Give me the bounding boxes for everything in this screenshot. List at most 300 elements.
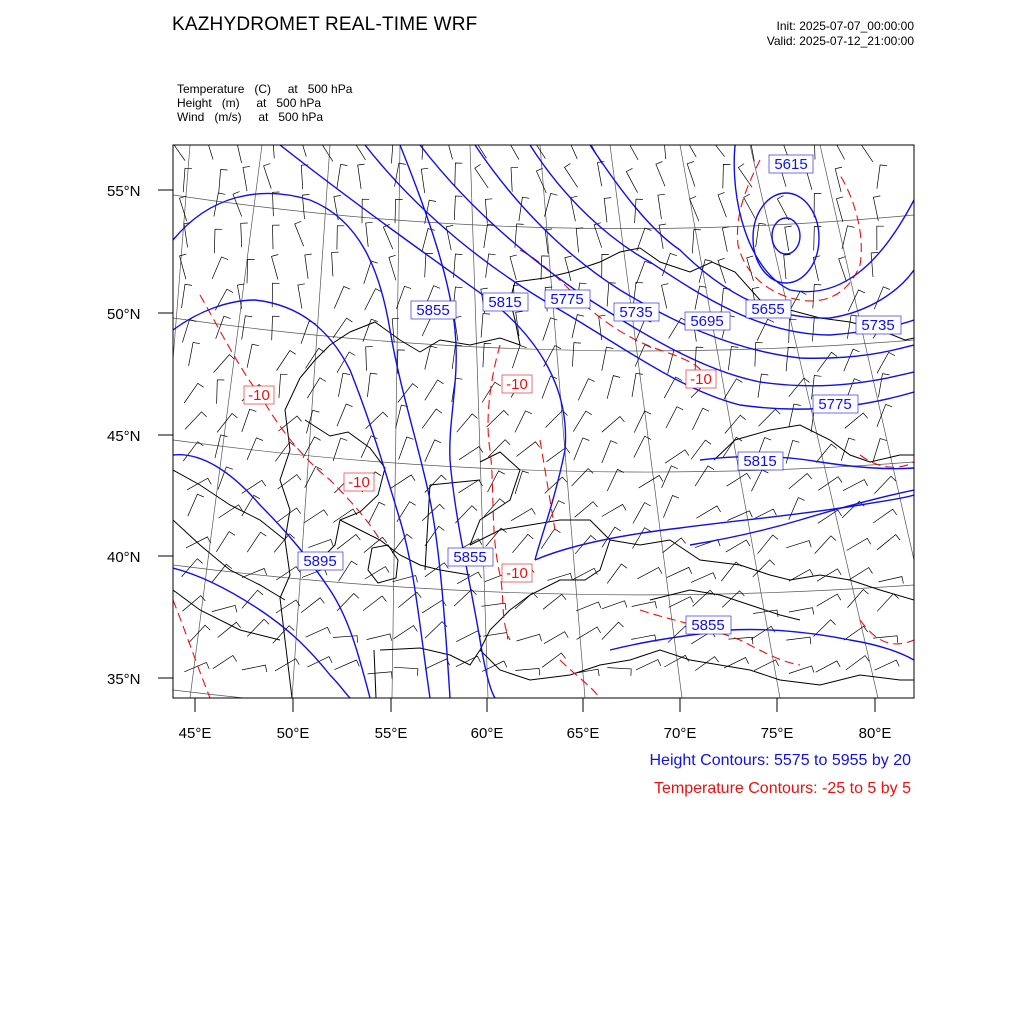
- wind-barb: [507, 135, 519, 159]
- wind-barb: [691, 573, 716, 583]
- wind-barb: [264, 164, 272, 189]
- wind-barb: [247, 532, 266, 552]
- wind-barb: [184, 662, 209, 671]
- wind-barb: [874, 476, 896, 493]
- wind-barb: [565, 163, 578, 187]
- wind-barb: [633, 528, 651, 549]
- wind-barb: [279, 374, 288, 398]
- valid-time: Valid: 2025-07-12_21:00:00: [766, 34, 914, 48]
- wind-barb: [247, 259, 255, 283]
- wind-barb: [577, 627, 601, 639]
- wind-barb: [637, 228, 652, 251]
- lon-label-60: 60°E: [470, 725, 504, 742]
- wind-barb: [274, 534, 295, 553]
- wind-barb: [695, 657, 719, 671]
- wind-barb: [602, 622, 624, 639]
- wind-barb: [665, 450, 689, 463]
- wind-barb: [843, 480, 868, 491]
- wind-barb: [396, 405, 409, 428]
- wind-barb: [320, 137, 333, 161]
- wind-barb: [695, 466, 714, 486]
- wind-barb: [576, 228, 583, 253]
- wind-barb: [486, 528, 507, 546]
- wind-barb: [452, 345, 462, 369]
- wind-barb: [425, 380, 444, 400]
- wind-barb: [392, 534, 412, 553]
- lon-label-55: 55°E: [374, 725, 408, 742]
- wind-barb: [368, 672, 393, 679]
- wind-barb: [532, 135, 545, 159]
- height-label: 5695: [690, 313, 724, 330]
- wind-barb: [484, 499, 505, 517]
- wind-barb: [565, 256, 572, 281]
- wind-barb: [367, 373, 377, 397]
- wind-barb: [544, 632, 568, 644]
- wind-barb: [389, 255, 396, 280]
- wind-barb: [844, 349, 860, 371]
- wind-barb: [607, 376, 620, 399]
- wind-barb: [789, 608, 814, 615]
- wind-barb: [367, 634, 392, 641]
- wind-barb: [818, 477, 842, 491]
- wind-barb: [578, 379, 595, 401]
- height-contour-legend: Height Contours: 5575 to 5955 by 20: [649, 752, 911, 769]
- wind-barb: [789, 498, 805, 520]
- wind-barb: [575, 536, 596, 554]
- lon-label-45: 45°E: [178, 725, 212, 742]
- wind-barb: [786, 440, 799, 463]
- wind-barb: [337, 404, 353, 426]
- wind-barb: [510, 255, 517, 280]
- wind-barb: [457, 414, 478, 432]
- height-label: 5815: [488, 294, 522, 311]
- wind-barb: [814, 194, 821, 218]
- wind-barb: [835, 167, 842, 192]
- wind-barb: [391, 140, 400, 164]
- height-label: 5895: [303, 553, 337, 570]
- wind-barb: [691, 440, 711, 459]
- wind-barb: [273, 192, 280, 216]
- wind-barb: [236, 138, 243, 163]
- wind-barb: [425, 659, 450, 669]
- wind-barb: [842, 226, 854, 249]
- wind-barb: [277, 351, 296, 371]
- lon-label-70: 70°E: [663, 725, 697, 742]
- wind-barb: [786, 541, 811, 548]
- wind-barb: [211, 564, 231, 583]
- wind-barb: [695, 286, 706, 310]
- wind-barb: [184, 383, 203, 403]
- wind-barb: [272, 316, 280, 340]
- wind-barb: [572, 343, 581, 367]
- wind-barb: [873, 509, 897, 523]
- temperature-label: -10: [506, 565, 528, 582]
- wind-barb: [301, 165, 308, 189]
- height-label: 5655: [751, 301, 785, 318]
- wind-barb: [366, 347, 373, 371]
- wind-barb: [877, 226, 884, 250]
- wind-barb: [634, 411, 651, 433]
- wind-barb: [186, 537, 211, 548]
- temperature-contours: [173, 160, 914, 698]
- lon-label-80: 80°E: [858, 725, 892, 742]
- wind-barb: [218, 467, 233, 490]
- lat-ticks: [158, 190, 173, 678]
- wind-barb: [305, 254, 312, 279]
- height-label: 5815: [743, 453, 777, 470]
- wind-barb: [364, 537, 387, 552]
- wind-barb: [847, 538, 871, 550]
- wind-barb: [455, 506, 477, 523]
- wind-barb: [874, 287, 890, 309]
- wind-barb: [425, 563, 449, 577]
- wind-barb: [722, 227, 729, 252]
- height-label: 5615: [774, 156, 808, 173]
- wind-barb: [636, 660, 661, 670]
- wind-barb: [818, 510, 842, 523]
- wind-barb: [333, 509, 357, 522]
- height-label: 5775: [550, 291, 584, 308]
- wind-barb: [546, 448, 570, 462]
- wind-barb: [399, 437, 414, 460]
- wind-barb: [182, 284, 193, 308]
- wind-barb: [219, 170, 228, 194]
- wind-barb: [217, 414, 237, 433]
- wind-barb: [789, 291, 807, 312]
- height-label: 5855: [691, 617, 725, 634]
- wind-barb: [487, 410, 509, 427]
- wind-barb: [391, 475, 415, 488]
- wind-barb: [871, 253, 878, 278]
- wind-barb: [607, 564, 627, 583]
- wind-barb: [545, 193, 558, 216]
- wind-barb: [696, 506, 720, 518]
- wind-barb: [575, 502, 598, 518]
- wind-barb: [789, 666, 814, 674]
- lat-label-35: 35°N: [107, 671, 141, 688]
- wind-barb: [848, 590, 869, 608]
- wind-barb: [602, 417, 625, 433]
- wind-barb: [511, 509, 535, 521]
- wind-barb: [511, 167, 518, 191]
- wind-barb: [664, 135, 671, 160]
- wind-barb: [446, 225, 453, 250]
- wind-barb: [394, 626, 418, 639]
- field-wind: Wind (m/s) at 500 hPa: [177, 110, 324, 124]
- wind-barb: [241, 223, 248, 247]
- wind-barb: [726, 540, 750, 552]
- wind-barb: [662, 284, 669, 309]
- wind-barb: [842, 501, 864, 518]
- wind-barb: [846, 656, 869, 670]
- lat-label-45: 45°N: [107, 428, 141, 445]
- wind-barb: [604, 198, 611, 223]
- wind-barb: [877, 535, 900, 550]
- wind-barb: [481, 314, 490, 338]
- wind-barb: [275, 442, 295, 461]
- wind-barb: [836, 197, 843, 222]
- wind-barb: [658, 194, 665, 219]
- wind-barb: [756, 223, 766, 247]
- wind-barb: [718, 192, 726, 217]
- wind-barb: [662, 466, 678, 488]
- wind-barb: [214, 355, 235, 373]
- wind-barb: [459, 447, 483, 460]
- wind-barb: [755, 343, 763, 367]
- height-label: 5855: [453, 549, 487, 566]
- wind-barb: [725, 415, 746, 433]
- wind-barb: [307, 378, 326, 398]
- wind-barb: [333, 438, 347, 461]
- temperature-label: -10: [248, 387, 270, 404]
- wind-barb: [718, 258, 726, 283]
- init-time: Init: 2025-07-07_00:00:00: [776, 19, 914, 33]
- temperature-label: -10: [506, 376, 528, 393]
- wind-barb: [212, 605, 237, 612]
- wind-barb: [542, 653, 566, 667]
- wind-barb: [860, 138, 873, 162]
- wind-barb: [873, 196, 880, 221]
- wind-barb: [626, 168, 637, 192]
- height-label: 5855: [416, 302, 450, 319]
- wind-barb: [848, 568, 872, 581]
- wind-barb: [515, 411, 532, 433]
- wind-barb: [295, 221, 304, 246]
- wind-barb: [301, 598, 324, 613]
- wind-barb: [723, 164, 731, 188]
- wind-barb: [482, 382, 501, 402]
- wind-barb: [219, 505, 243, 518]
- wind-barb: [812, 318, 821, 342]
- wind-barb: [666, 407, 683, 428]
- temperature-contour-legend: Temperature Contours: -25 to 5 by 5: [653, 780, 911, 797]
- height-label: 5775: [818, 396, 852, 413]
- wind-barb: [845, 413, 868, 428]
- lat-label-50: 50°N: [107, 306, 141, 323]
- wind-barb: [758, 374, 768, 398]
- wind-barb: [817, 352, 837, 371]
- wind-barb: [189, 625, 210, 643]
- wind-barb: [337, 226, 344, 250]
- wind-barb: [602, 601, 627, 609]
- wind-barb: [639, 475, 663, 488]
- wind-barb: [602, 441, 618, 463]
- wind-barb: [815, 536, 836, 554]
- wind-barb: [877, 165, 887, 189]
- wind-barb: [363, 596, 386, 611]
- wind-barb: [574, 438, 590, 460]
- wind-barb: [636, 320, 652, 342]
- wind-barb: [814, 227, 822, 251]
- wind-barb: [877, 352, 895, 373]
- wind-barb: [273, 134, 280, 159]
- wind-barb: [333, 318, 352, 338]
- wind-barb: [394, 667, 418, 675]
- wind-barb: [247, 438, 263, 460]
- wind-barb: [299, 132, 306, 157]
- height-label: 5735: [619, 304, 653, 321]
- wind-barb: [185, 412, 207, 429]
- borders: [173, 248, 914, 698]
- lon-ticks: [195, 698, 875, 712]
- field-temperature: Temperature (C) at 500 hPa: [177, 82, 353, 96]
- wind-barb: [784, 254, 791, 279]
- wind-barb: [276, 600, 300, 613]
- wind-barb: [337, 164, 348, 188]
- wind-barb: [242, 480, 266, 493]
- height-contours: [173, 145, 914, 698]
- wind-barb: [515, 471, 529, 494]
- lon-label-65: 65°E: [566, 725, 600, 742]
- wind-barb: [690, 196, 699, 221]
- wind-barb: [667, 567, 692, 577]
- wind-barb: [396, 286, 411, 309]
- wind-barb: [875, 660, 900, 670]
- wind-barb: [395, 163, 406, 187]
- wind-barb: [517, 634, 542, 641]
- wind-barb: [636, 261, 651, 284]
- wind-barb: [727, 473, 751, 486]
- wind-barb: [303, 437, 321, 458]
- wind-barb: [516, 442, 539, 457]
- wind-barb: [751, 470, 768, 491]
- wind-barb: [744, 194, 756, 218]
- wind-barb: [576, 602, 601, 611]
- wind-barb: [214, 229, 222, 253]
- wind-barb: [247, 344, 259, 368]
- wind-barb: [724, 379, 743, 399]
- wind-barb: [663, 496, 679, 518]
- wind-barb: [366, 222, 373, 247]
- wind-barb: [839, 257, 847, 282]
- wind-barb: [189, 342, 200, 366]
- wind-barb: [547, 573, 572, 580]
- lon-label-75: 75°E: [760, 725, 794, 742]
- wind-barb: [488, 440, 510, 457]
- wind-barb: [877, 594, 898, 612]
- field-height: Height (m) at 500 hPa: [177, 96, 322, 110]
- wind-barb: [334, 287, 350, 309]
- wind-barb: [607, 668, 631, 676]
- wind-barb: [753, 560, 775, 577]
- wind-barb: [456, 631, 481, 642]
- wind-barb: [456, 656, 481, 667]
- wind-barb: [446, 134, 453, 159]
- lat-label-40: 40°N: [107, 549, 141, 566]
- wind-barb: [454, 196, 462, 220]
- wind-barb: [663, 538, 686, 553]
- wind-barb: [542, 376, 557, 398]
- wind-barb: [656, 162, 665, 187]
- wind-barb: [669, 597, 694, 608]
- wind-barb: [758, 535, 779, 554]
- lon-label-50: 50°E: [276, 725, 310, 742]
- wind-barb: [817, 594, 841, 606]
- wind-barb: [543, 594, 566, 609]
- wind-barb: [338, 373, 350, 397]
- wind-barb: [425, 622, 447, 639]
- wind-barb: [242, 665, 267, 672]
- wind-barb: [786, 637, 811, 644]
- wind-barb: [337, 535, 360, 550]
- wind-barb: [217, 380, 225, 404]
- wind-barb: [475, 164, 488, 188]
- wind-barb: [816, 661, 841, 672]
- wind-barb: [353, 136, 366, 160]
- wind-barb: [213, 656, 237, 669]
- wind-barb: [789, 404, 801, 427]
- wind-barb: [515, 668, 540, 675]
- lat-label-55: 55°N: [107, 183, 141, 200]
- wind-barb: [786, 347, 795, 371]
- wind-barb: [242, 495, 260, 516]
- wind-barb: [785, 226, 792, 251]
- wind-barb: [304, 510, 328, 523]
- wind-barb: [212, 257, 228, 279]
- wind-barb: [332, 252, 339, 276]
- wind-barb: [368, 502, 385, 524]
- wind-barb: [308, 539, 333, 547]
- wind-barb: [573, 411, 591, 432]
- wind-barb: [515, 593, 537, 609]
- wind-barb: [637, 568, 662, 579]
- wind-barb: [273, 225, 280, 249]
- wind-barb: [483, 343, 491, 367]
- wind-barb: [692, 408, 709, 430]
- wind-barb: [813, 285, 822, 309]
- wind-barb: [301, 321, 316, 344]
- wind-barb: [512, 534, 533, 552]
- wind-barb: [816, 444, 837, 463]
- wind-barb: [298, 284, 305, 309]
- wind-barb: [751, 626, 775, 639]
- wind-barb: [242, 409, 256, 432]
- wind-barb: [425, 440, 441, 462]
- map-title: KAZHYDROMET REAL-TIME WRF: [172, 14, 478, 35]
- temperature-label: -10: [690, 371, 712, 388]
- wind-barb: [626, 135, 638, 159]
- wind-barb: [425, 346, 437, 369]
- wind-barb: [365, 289, 382, 310]
- wind-barb: [692, 229, 701, 253]
- wind-barb: [306, 627, 331, 637]
- wind-barb: [421, 168, 428, 193]
- wind-barb: [243, 166, 250, 191]
- wind-barb: [335, 660, 360, 670]
- wind-barb: [632, 602, 657, 609]
- wind-barb: [567, 134, 577, 159]
- wind-barb: [738, 164, 752, 188]
- wind-barb: [879, 577, 904, 584]
- wind-barb: [247, 619, 269, 636]
- wind-barb: [422, 409, 442, 428]
- temperature-label: -10: [348, 474, 370, 491]
- wind-barb: [833, 135, 844, 160]
- wind-barb: [607, 469, 624, 491]
- wind-barb: [398, 384, 418, 403]
- wind-barb: [455, 163, 463, 187]
- wind-barb: [358, 164, 365, 189]
- wind-barb: [848, 290, 865, 312]
- wind-barb: [206, 135, 213, 160]
- wind-barb: [188, 494, 204, 516]
- wind-barb: [484, 224, 495, 248]
- wind-barb: [759, 409, 781, 426]
- wind-barb: [602, 504, 626, 516]
- wind-barb: [687, 162, 695, 187]
- wind-barb: [789, 474, 812, 489]
- wind-barb: [536, 168, 546, 193]
